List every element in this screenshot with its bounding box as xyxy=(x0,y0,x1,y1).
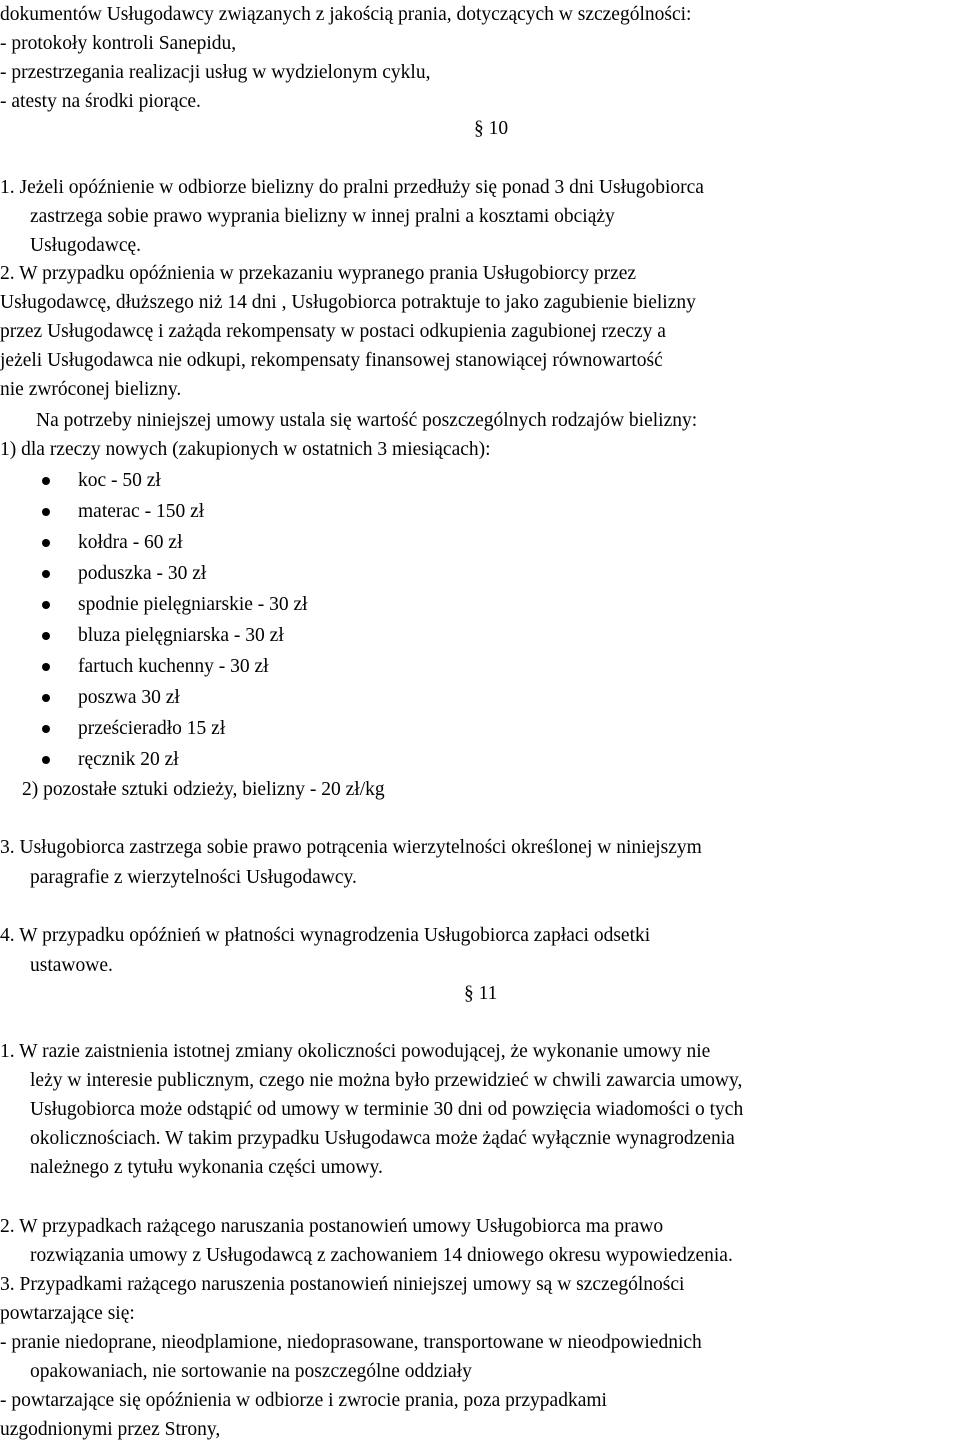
section-heading-10: § 10 xyxy=(474,118,509,139)
list-item: koc - 50 zł xyxy=(78,470,161,491)
paragraph-line: 3. Usługobiorca zastrzega sobie prawo potrącenia wierzytelności określonej w niniejszym xyxy=(0,837,702,858)
list-item: prześcieradło 15 zł xyxy=(78,718,226,739)
list-item: spodnie pielęgniarskie - 30 zł xyxy=(78,594,308,615)
list-item: materac - 150 zł xyxy=(78,501,205,522)
section-heading-11: § 11 xyxy=(464,983,498,1004)
bullet-icon xyxy=(42,539,50,547)
intro-line: - protokoły kontroli Sanepidu, xyxy=(0,33,237,54)
bullet-icon xyxy=(42,632,50,640)
paragraph-line: 4. W przypadku opóźnień w płatności wynagrodzenia Usługobiorca zapłaci odsetki xyxy=(0,925,651,946)
paragraph-line: Usługodawcę, dłuższego niż 14 dni , Usługobiorca potraktuje to jako zagubienie bielizny xyxy=(0,292,696,313)
list-item: kołdra - 60 zł xyxy=(78,532,183,553)
bullet-icon xyxy=(42,756,50,764)
paragraph-line: ustawowe. xyxy=(30,955,113,976)
intro-line: - atesty na środki piorące. xyxy=(0,91,201,112)
bullet-icon xyxy=(42,663,50,671)
list-item: bluza pielęgniarska - 30 zł xyxy=(78,625,284,646)
bullet-icon xyxy=(42,508,50,516)
intro-line: - przestrzegania realizacji usług w wydzielonym cyklu, xyxy=(0,62,431,83)
bullet-icon xyxy=(42,570,50,578)
list-item: poszwa 30 zł xyxy=(78,687,180,708)
paragraph-line: uzgodnionymi przez Strony, xyxy=(0,1419,221,1440)
paragraph-line: rozwiązania umowy z Usługodawcą z zachowaniem 14 dniowego okresu wypowiedzenia. xyxy=(30,1245,733,1266)
values-intro: Na potrzeby niniejszej umowy ustala się wartość poszczególnych rodzajów bielizny: xyxy=(36,410,698,431)
paragraph-line: 2. W przypadkach rażącego naruszania postanowień umowy Usługobiorca ma prawo xyxy=(0,1216,664,1237)
paragraph-line: 1. Jeżeli opóźnienie w odbiorze bielizny do pralni przedłuży się ponad 3 dni Usługobiorca xyxy=(0,177,704,198)
paragraph-line: 3. Przypadkami rażącego naruszenia postanowień niniejszej umowy są w szczególności xyxy=(0,1274,685,1295)
paragraph-line: - powtarzające się opóźnienia w odbiorze i zwrocie prania, poza przypadkami xyxy=(0,1390,607,1411)
paragraph-line: Usługobiorca może odstąpić od umowy w terminie 30 dni od powzięcia wiadomości o tych xyxy=(30,1099,744,1120)
bullet-icon xyxy=(42,601,50,609)
paragraph-line: 2. W przypadku opóźnienia w przekazaniu wypranego prania Usługobiorcy przez xyxy=(0,263,637,284)
paragraph-line: - pranie niedoprane, nieodplamione, niedoprasowane, transportowane w nieodpowiednich xyxy=(0,1332,702,1353)
paragraph-line: nie zwróconej bielizny. xyxy=(0,379,182,400)
bullet-icon xyxy=(42,694,50,702)
new-items-heading: 1) dla rzeczy nowych (zakupionych w ostatnich 3 miesiącach): xyxy=(0,439,491,460)
paragraph-line: przez Usługodawcę i zażąda rekompensaty w postaci odkupienia zagubionej rzeczy a xyxy=(0,321,666,342)
paragraph-line: leży w interesie publicznym, czego nie można było przewidzieć w chwili zawarcia umowy, xyxy=(30,1070,743,1091)
paragraph-line: powtarzające się: xyxy=(0,1303,135,1324)
paragraph-line: 1. W razie zaistnienia istotnej zmiany okoliczności powodującej, że wykonanie umowy nie xyxy=(0,1041,711,1062)
paragraph-line: okolicznościach. W takim przypadku Usługodawca może żądać wyłącznie wynagrodzenia xyxy=(30,1128,735,1149)
paragraph-line: zastrzega sobie prawo wyprania bielizny w innej pralni a kosztami obciąży xyxy=(30,206,615,227)
bullet-icon xyxy=(42,477,50,485)
paragraph-line: jeżeli Usługodawca nie odkupi, rekompensaty finansowej stanowiącej równowartość xyxy=(0,350,663,371)
paragraph-line: Usługodawcę. xyxy=(30,235,142,256)
paragraph-line: opakowaniach, nie sortowanie na poszczególne oddziały xyxy=(30,1361,472,1382)
list-item: fartuch kuchenny - 30 zł xyxy=(78,656,269,677)
bullet-icon xyxy=(42,725,50,733)
other-items-line: 2) pozostałe sztuki odzieży, bielizny - 20 zł/kg xyxy=(22,779,385,800)
list-item: ręcznik 20 zł xyxy=(78,749,179,770)
list-item: poduszka - 30 zł xyxy=(78,563,207,584)
paragraph-line: paragrafie z wierzytelności Usługodawcy. xyxy=(30,867,357,888)
paragraph-line: należnego z tytułu wykonania części umowy. xyxy=(30,1157,383,1178)
intro-line: dokumentów Usługodawcy związanych z jakością prania, dotyczących w szczególności: xyxy=(0,4,692,25)
